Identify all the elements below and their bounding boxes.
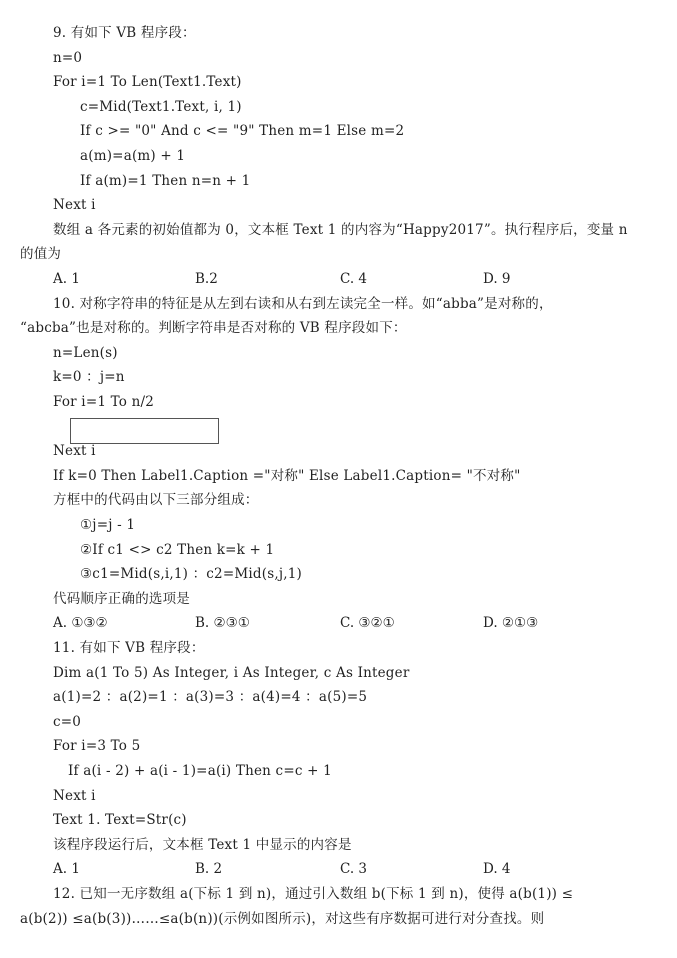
text-line: Next i	[53, 443, 96, 460]
text-line: If c >= "0" And c <= "9" Then m=1 Else m=2	[80, 123, 405, 140]
text-line: 9. 有如下 VB 程序段：	[53, 25, 196, 41]
text-line: Dim a(1 To 5) As Integer, i As Integer, c As Integer	[53, 664, 410, 681]
text-line: ③c1=Mid(s,i,1) ：c2=Mid(s,j,1)	[80, 566, 302, 583]
text-line: Next i	[53, 197, 96, 214]
text-line: Text 1. Text=Str(c)	[53, 812, 187, 829]
answer-option: D. ②①③	[483, 615, 539, 632]
answer-option: B.2	[195, 271, 218, 287]
text-line: a(1)=2 ：a(2)=1 ：a(3)=3 ：a(4)=4 ：a(5)=5	[53, 689, 368, 706]
text-line: 代码顺序正确的选项是	[53, 590, 190, 607]
text-line: “abcba”也是对称的。判断字符串是否对称的 VB 程序段如下：	[20, 320, 407, 337]
text-line: 数组 a 各元素的初始值都为 0，文本框 Text 1 的内容为“Happy2017”。执行程序后，变量 n	[53, 221, 628, 238]
text-line: Next i	[53, 787, 96, 804]
answer-option: B. 2	[195, 861, 223, 878]
answer-option: C. 4	[340, 271, 368, 287]
text-line: If a(m)=1 Then n=n + 1	[80, 172, 251, 189]
text-line: c=0	[53, 713, 82, 730]
text-line: 10. 对称字符串的特征是从左到右读和从右到左读完全一样。如“abba”是对称的，	[53, 295, 553, 312]
answer-option: C. ③②①	[340, 615, 395, 632]
text-line: For i=1 To Len(Text1.Text)	[53, 74, 242, 91]
text-line: If k=0 Then Label1.Caption ="对称" Else Label1.Caption= "不对称"	[53, 467, 521, 484]
text-line: k=0 ：j=n	[53, 369, 125, 386]
text-line: For i=1 To n/2	[53, 394, 155, 410]
text-line: a(b(2)) ≤a(b(3))……≤a(b(n))(示例如图所示)，对这些有序数据可进行对分查找。则	[20, 910, 545, 927]
text-line: If a(i - 2) + a(i - 1)=a(i) Then c=c + 1	[68, 763, 332, 779]
text-line: 12. 已知一无序数组 a(下标 1 到 n)，通过引入数组 b(下标 1 到 n)，使得 a(b(1)) ≤	[53, 886, 574, 902]
text-line: 11. 有如下 VB 程序段：	[53, 640, 205, 656]
text-line: 的值为	[20, 246, 62, 263]
answer-option: C. 3	[340, 861, 368, 878]
text-line: n=0	[53, 49, 83, 66]
answer-option: D. 4	[483, 861, 511, 878]
text-line: ②If c1 <> c2 Then k=k + 1	[80, 541, 275, 558]
text-line: n=Len(s)	[53, 344, 118, 361]
answer-option: A. 1	[53, 861, 80, 878]
blank-code-box	[70, 418, 219, 444]
answer-option: A. 1	[53, 271, 80, 287]
text-line: a(m)=a(m) + 1	[80, 148, 186, 164]
text-line: 方框中的代码由以下三部分组成：	[53, 492, 259, 509]
answer-option: A. ①③②	[53, 615, 108, 632]
text-line: For i=3 To 5	[53, 738, 141, 755]
answer-option: D. 9	[483, 271, 511, 287]
text-line: c=Mid(Text1.Text, i, 1)	[80, 98, 242, 115]
text-line: ①j=j - 1	[80, 517, 136, 533]
text-line: 该程序段运行后，文本框 Text 1 中显示的内容是	[53, 836, 352, 853]
answer-option: B. ②③①	[195, 615, 250, 632]
